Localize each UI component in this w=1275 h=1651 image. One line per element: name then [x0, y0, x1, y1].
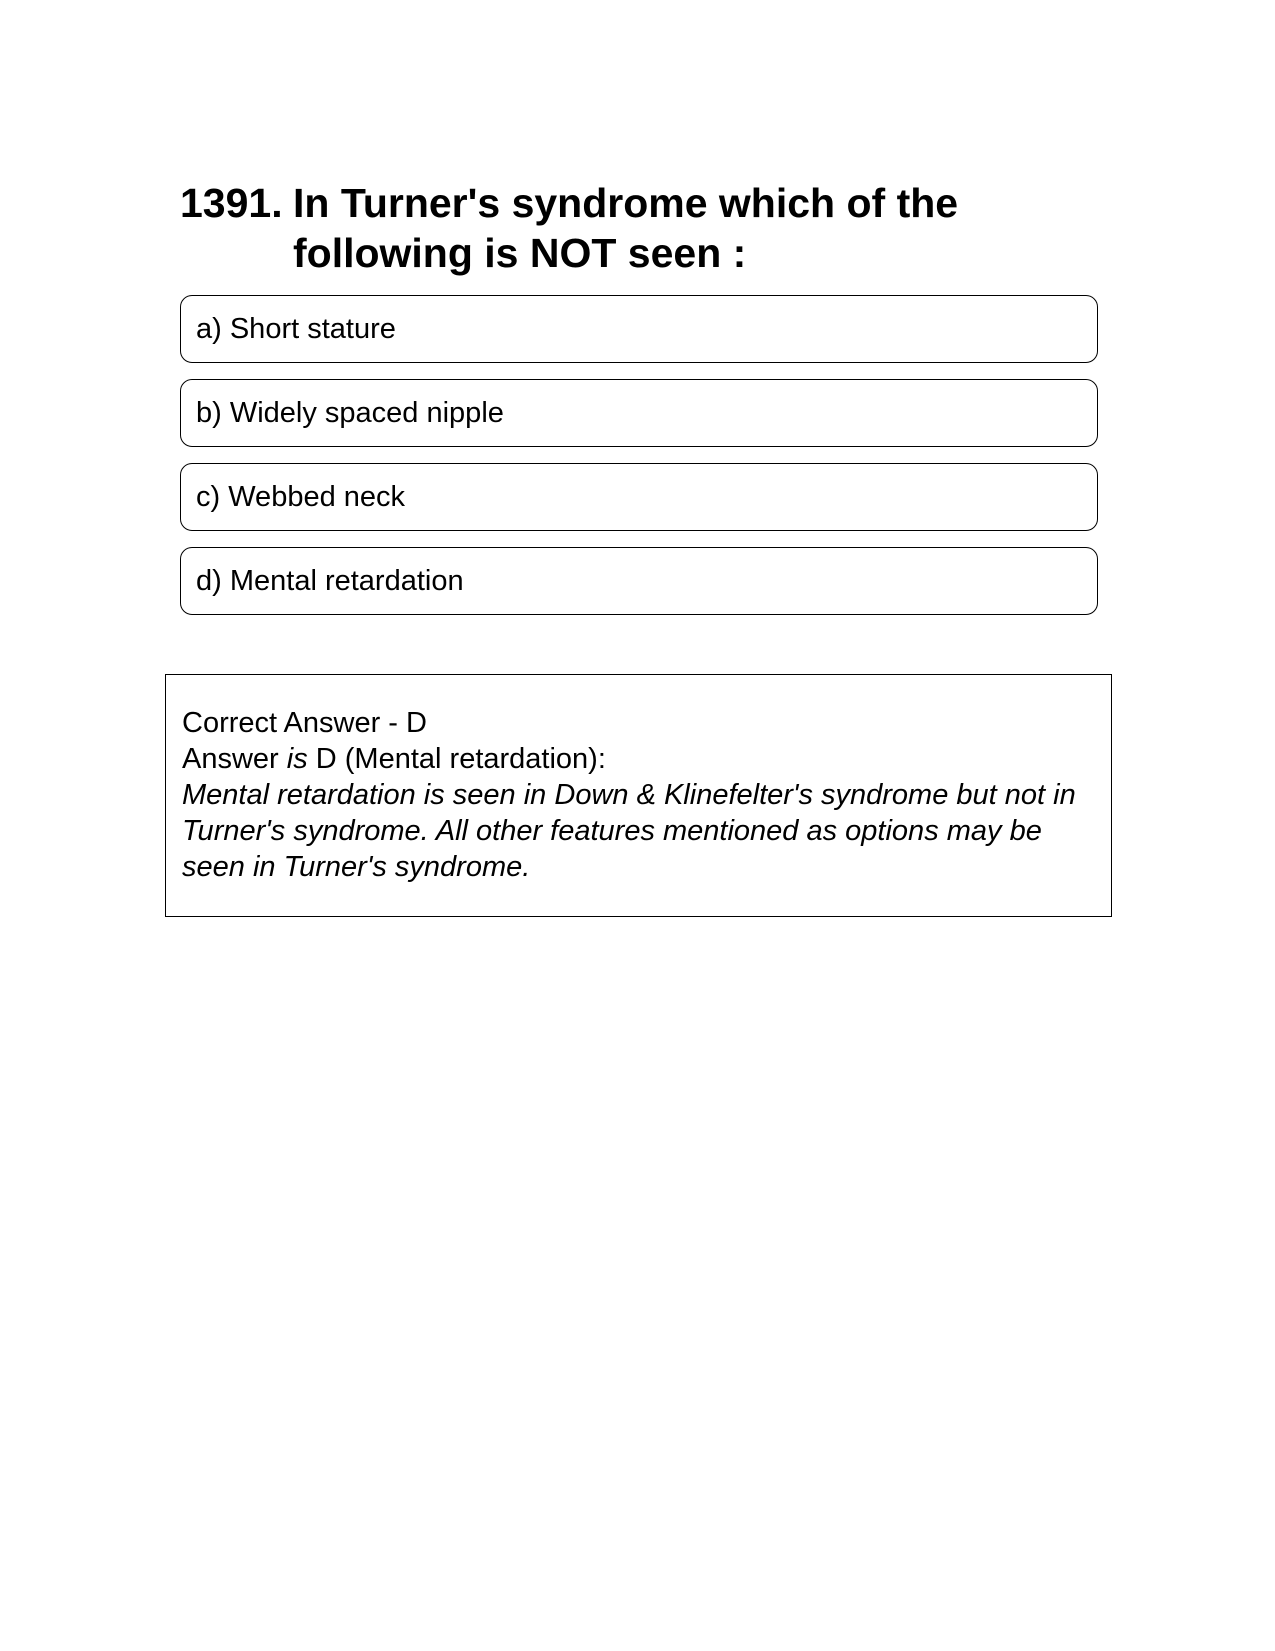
question-text: In Turner's syndrome which of the following is NOT seen :	[293, 180, 959, 276]
question-heading	[180, 178, 1080, 278]
answer-prefix: Answer	[182, 743, 287, 775]
answer-line	[182, 741, 1095, 777]
option-d[interactable]: d) Mental retardation	[180, 547, 1098, 615]
answer-suffix: D (Mental retardation):	[307, 743, 606, 775]
option-a[interactable]: a) Short stature	[180, 295, 1098, 363]
answer-is-word: is	[286, 743, 308, 775]
answer-explanation: Mental retardation is seen in Down & Klinefelter's syndrome but not in Turner's syndrome. All other features mentioned as options may be seen in Turner's syndrome.	[182, 779, 1076, 883]
correct-answer: Correct Answer - D	[182, 707, 427, 739]
question-number: 1391.	[180, 180, 283, 226]
answer-box	[165, 674, 1112, 917]
options-list	[180, 295, 1098, 631]
option-b[interactable]: b) Widely spaced nipple	[180, 379, 1098, 447]
option-c[interactable]: c) Webbed neck	[180, 463, 1098, 531]
